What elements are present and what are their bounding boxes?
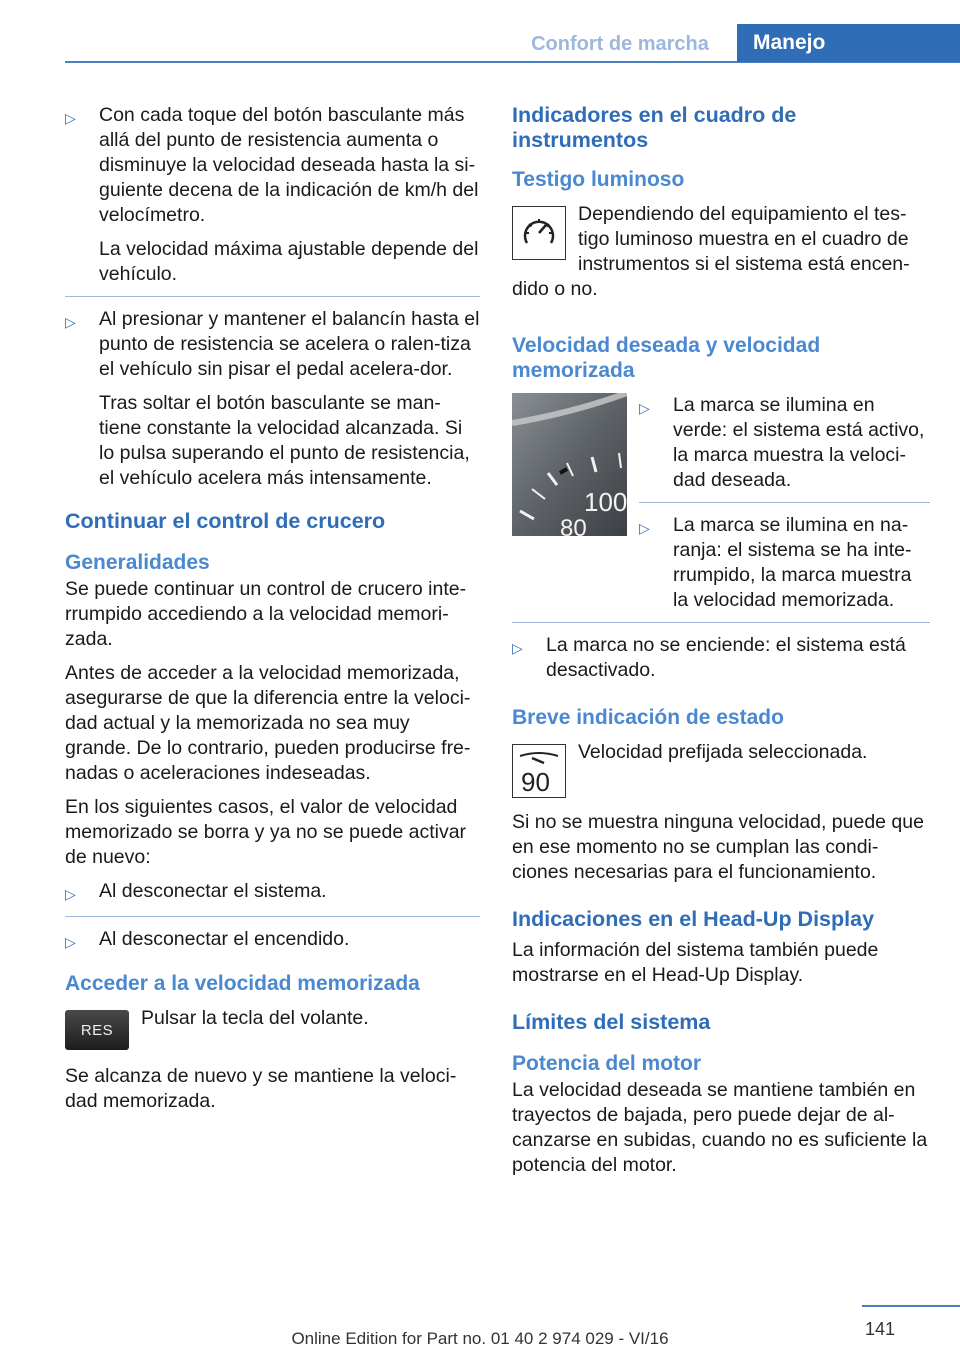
cruise-indicator-icon xyxy=(512,206,566,260)
triangle-bullet-icon: ▷ xyxy=(639,400,650,416)
paragraph: Se alcanza de nuevo y se mantiene la veloci-dad memorizada. xyxy=(65,1065,457,1112)
triangle-bullet-icon: ▷ xyxy=(639,520,650,536)
heading-indicadores: Indicadores en el cuadro de instrumentos xyxy=(512,103,797,152)
heading-generalidades: Generalidades xyxy=(65,551,210,574)
separator xyxy=(65,296,480,297)
heading-limites: Límites del sistema xyxy=(512,1010,711,1034)
speedometer-image xyxy=(512,393,627,536)
paragraph: Al presionar y mantener el balancín hasta el punto de resistencia se acelera o ralen-tiza el vehículo sin pisar el pedal acelera-dor. xyxy=(99,308,480,380)
left-column xyxy=(65,103,480,1123)
list-item xyxy=(65,879,480,907)
paragraph: Al desconectar el encendido. xyxy=(99,928,350,950)
header-chapter-tab: Manejo xyxy=(737,24,960,62)
separator xyxy=(512,622,930,623)
header-section-title: Confort de marcha xyxy=(531,33,709,55)
paragraph: La marca no se enciende: el sistema está desactivado. xyxy=(546,634,906,681)
paragraph: Velocidad prefijada seleccionada. xyxy=(578,741,868,763)
paragraph: La marca se ilumina en na-ranja: el sistema se ha inte-rrumpido, la marca muestra la velocidad memorizada. xyxy=(673,514,912,611)
paragraph: Pulsar la tecla del volante. xyxy=(141,1007,369,1029)
list-item xyxy=(65,307,480,491)
triangle-bullet-icon: ▷ xyxy=(512,640,523,656)
heading-testigo: Testigo luminoso xyxy=(512,168,685,191)
separator xyxy=(639,502,930,503)
paragraph: En los siguientes casos, el valor de velocidad memorizado se borra y ya no se puede activar de nuevo: xyxy=(65,796,467,868)
res-label: RES xyxy=(65,1010,129,1050)
separator xyxy=(65,916,480,917)
gauge-label-80: 80 xyxy=(560,515,587,536)
paragraph: Con cada toque del botón basculante más allá del punto de resistencia aumenta o disminuye la velocidad deseada hasta la si-guiente decena de la indicación de km/h del velocímetro. xyxy=(99,104,479,226)
list-item xyxy=(65,927,480,955)
triangle-bullet-icon: ▷ xyxy=(65,886,76,902)
paragraph: La marca se ilumina en verde: el sistema está activo, la marca muestra la veloci-dad deseada. xyxy=(673,394,925,491)
paragraph: Si no se muestra ninguna velocidad, puede que en ese momento no se cumplan las condi-ciones necesarias para el funcionamiento. xyxy=(512,811,924,883)
heading-velocidad: Velocidad deseada y velocidad memorizada xyxy=(512,334,821,382)
paragraph: La información del sistema también puede mostrarse en el Head-Up Display. xyxy=(512,939,879,986)
triangle-bullet-icon: ▷ xyxy=(65,934,76,950)
triangle-bullet-icon: ▷ xyxy=(65,110,76,126)
footer-rule xyxy=(862,1305,960,1307)
gauge-row xyxy=(512,393,930,622)
page-number: 141 xyxy=(864,1319,895,1339)
paragraph: Tras soltar el botón basculante se man-tiene constante la velocidad alcanzada. Si lo pulsa superando el punto de resistencia, el vehículo acelera más intensamente. xyxy=(99,392,470,489)
list-item xyxy=(639,513,930,613)
paragraph: La velocidad máxima ajustable depende del vehículo. xyxy=(99,238,479,285)
right-column xyxy=(512,103,930,1187)
footer-edition: Online Edition for Part no. 01 40 2 974 029 - VI/16 xyxy=(291,1329,669,1348)
paragraph: Al desconectar el sistema. xyxy=(99,880,327,902)
triangle-bullet-icon: ▷ xyxy=(65,314,76,330)
gauge-label-100: 100 xyxy=(584,487,627,517)
heading-continuar: Continuar el control de crucero xyxy=(65,509,386,533)
res-button-icon xyxy=(65,1010,129,1050)
speed-display-icon xyxy=(512,744,566,798)
paragraph: La velocidad deseada se mantiene también en trayectos de bajada, pero puede dejar de al-canzarse en subidas, cuando no es suficiente la potencia del motor. xyxy=(512,1079,928,1176)
list-item xyxy=(65,103,480,287)
paragraph: Antes de acceder a la velocidad memorizada, asegurarse de que la diferencia entre la veloci-dad actual y la memorizada no sea muy grande. De lo contrario, pueden producirse fre-nadas o aceleraciones indeseadas. xyxy=(65,662,471,784)
paragraph: Dependiendo del equipamiento el tes-tigo luminoso muestra en el cuadro de instrumentos si el sistema está encen-dido o no. xyxy=(512,203,910,300)
list-item xyxy=(512,633,930,683)
heading-hud: Indicaciones en el Head-Up Display xyxy=(512,907,875,931)
speed-icon-value: 90 xyxy=(521,767,550,796)
heading-acceder: Acceder a la velocidad memorizada xyxy=(65,972,420,995)
gauge-list xyxy=(639,393,930,622)
heading-breve: Breve indicación de estado xyxy=(512,706,784,729)
list-item xyxy=(639,393,930,493)
heading-potencia: Potencia del motor xyxy=(512,1052,702,1075)
paragraph: Se puede continuar un control de crucero inte-rrumpido accediendo a la velocidad memori-zada. xyxy=(65,578,467,650)
